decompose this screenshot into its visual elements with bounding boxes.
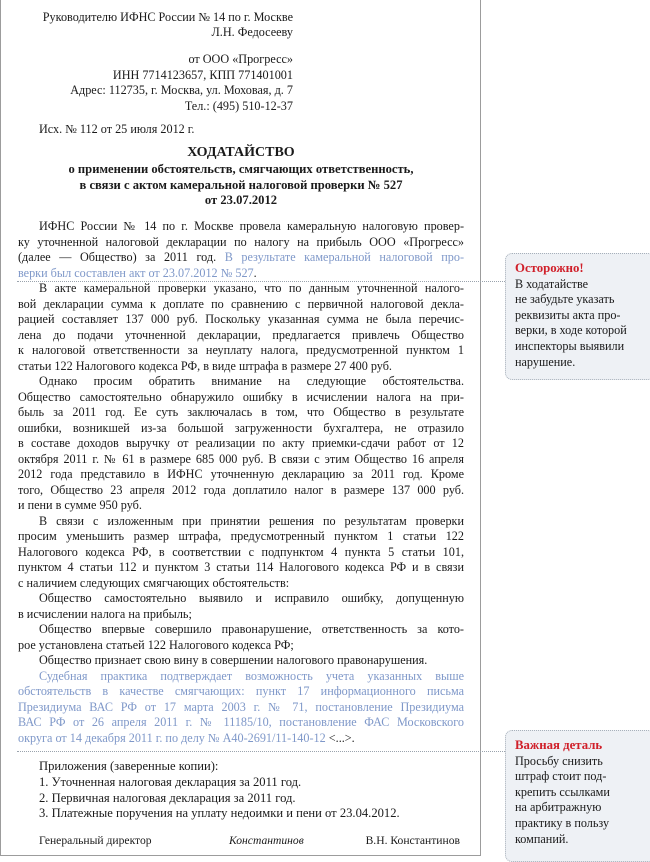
text-line [18,452,464,468]
text-segment: Общество самостоятельно обнаружило ошибку в исчислении налога на при- [18,389,464,404]
text-line [18,235,464,251]
callout-line: инспекторы выявили [515,338,625,353]
document-title [18,144,464,161]
highlighted-text: округа от 14 декабря 2011 г. по делу № А40-2691/11-140-12 [18,730,326,745]
text-segment: вой декларации сумма к доплате по сравнению с первичной налоговой декла- [18,296,464,311]
text-line [18,731,464,747]
signature-handwritten: Константинов [229,834,304,847]
highlighted-text: Судебная практика подтверждает возможность учета указанных выше [39,668,464,683]
text-line [18,638,464,654]
text-line [18,483,464,499]
text-segment: В связи с изложенным при принятии решения по результатам проверки [39,513,464,528]
text-line [18,467,464,483]
document-body [18,219,464,746]
callout-line: Просьбу снизить [515,753,603,768]
text-segment: лена до подачи уточненной декларации, предлагается привлечь Общество [18,327,464,342]
text-line [18,529,464,545]
text-line [18,219,464,235]
recipient-line: Л.Н. Федосееву [211,25,293,39]
text-segment: Общество признает свою вину в совершении налогового правонарушения. [39,653,428,667]
text-line [18,545,464,561]
text-segment: ку уточненной налоговой декларации по налогу на прибыль ООО «Прогресс» [18,234,464,249]
text-line [18,560,464,576]
callout-line: штраф стоит под- [515,769,607,784]
text-line [18,405,464,421]
text-segment: октября 2011 г. № 61 в размере 685 000 руб. В связи с этим Общество 16 апреля [18,451,464,466]
signature-name: В.Н. Константинов [365,834,460,847]
callout-line: практику в пользу [515,815,610,830]
text-line [18,700,464,716]
text-line [18,421,464,437]
text-line [18,343,464,359]
document-subtitle: от 23.07.2012 [204,193,278,207]
text-line [18,359,464,375]
text-segment: 2012 года представило в ИФНС уточненную декларацию за 2011 год. Кроме [18,467,464,481]
text-line [18,281,464,297]
text-line [18,390,464,406]
text-line [18,591,464,607]
title-heading: ХОДАТАЙСТВО [187,145,295,160]
text-segment: в составе доходов выручку от реализации по акту приемки-сдачи работ от 12 [18,436,464,450]
text-segment: и пени в сумме 950 руб. [18,498,142,512]
text-line [18,622,464,638]
document-subtitle: о применении обстоятельств, смягчающих ответственность, [68,162,414,176]
text-line [18,250,464,266]
text-line [18,312,464,328]
text-segment: ИФНС России № 14 по г. Москве провела камеральную налоговую провер- [39,219,464,233]
text-segment: быль за 2011 год. Ее суть заключалась в том, что Общество в результате [18,405,464,419]
callout-title: Осторожно! [515,261,584,275]
recipient-line: Руководителю ИФНС России № 14 по г. Москве [42,10,293,24]
appendix-item: 2. Первичная налоговая декларация за 2011 год. [39,790,296,805]
document-subtitle: в связи с актом камеральной налоговой проверки № 527 [79,177,403,192]
text-segment: Налогового кодекса РФ, в соответствии с подпунктом 4 пункта 5 статьи 101, [18,544,464,559]
appendix [39,759,400,822]
note-connector [17,751,505,752]
callout-line: реквизиты акта про- [515,307,621,322]
callout-warning [505,253,650,380]
appendix-item: 3. Платежные поручения на уплату недоимки и пени от 23.04.2012. [39,806,400,821]
text-segment: ошибки, возникшей из-за большой загруженности бухгалтера, не отразило [18,420,464,435]
text-line [18,328,464,344]
text-line [18,436,464,452]
text-line [18,498,464,514]
text-line [18,715,464,731]
text-segment: В акте камеральной проверки указано, что по данным уточненной налого- [39,281,464,295]
sender-line: Тел.: (495) 510-12-37 [184,99,293,113]
body-paragraph [18,653,464,669]
callout-line: компаний. [515,831,569,846]
callout-title: Важная деталь [515,738,603,752]
note-connector [17,281,505,282]
highlighted-text: ВАС РФ от 26 апреля 2011 г. № 11185/10, постановление ФАС Московского [18,715,464,729]
text-segment: рацией составляет 137 000 руб. Поскольку указанная сумма не была перечис- [18,312,464,326]
text-line [18,669,464,685]
text-line [18,653,464,669]
text-segment: пунктом 4 статьи 112 и пунктом 3 статьи 114 Налогового кодекса РФ и в связи [18,560,464,574]
callout-line: нарушение. [515,354,576,369]
outgoing-number: Исх. № 112 от 25 июля 2012 г. [39,122,195,136]
text-segment: Однако просим обратить внимание на следующие обстоятельства. [39,374,464,388]
highlighted-text: обстоятельств в качестве смягчающих: пункт 17 информационного письма [18,684,464,698]
sender-line: ИНН 7714123657, КПП 771401001 [112,67,293,82]
text-line [18,297,464,313]
callout-line: В ходатайстве [515,276,589,291]
text-segment: просим уменьшить размер штрафа, предусмотренный пунктом 1 статьи 122 [18,529,464,543]
body-paragraph [18,669,464,747]
highlighted-text: Президиума ВАС РФ от 17 марта 2003 г. № 71, постановление Президиума [18,699,464,714]
appendix-heading: Приложения (заверенные копии): [39,759,219,773]
text-segment: с наличием следующих смягчающих обстоятельств: [18,575,290,590]
body-paragraph [18,622,464,653]
text-segment: того, Общество 23 апреля 2012 года доплатило налог в размере 137 000 руб. [18,482,464,497]
text-segment: Общество впервые совершило правонарушение, ответственность за кото- [39,622,464,636]
text-segment: статьи 122 Налогового кодекса РФ, в виде штрафа в размере 27 400 руб. [18,358,392,373]
text-segment: рое установлена статьей 122 Налогового кодекса РФ; [18,637,294,652]
callout-line: крепить ссылками [515,784,610,799]
text-segment: (далее — Общество) за 2011 год. [18,250,225,264]
body-paragraph [18,281,464,374]
body-paragraph [18,374,464,514]
body-paragraph [18,219,464,281]
text-line [18,607,464,623]
highlighted-text: В результате камеральной налоговой про- [224,250,464,264]
callout-line: верки, в ходе которой [515,323,627,338]
sender-line: Адрес: 112735, г. Москва, ул. Моховая, д. 7 [70,83,293,97]
body-paragraph [18,514,464,592]
signature-position: Генеральный директор [39,834,152,847]
text-segment: Общество самостоятельно выявило и исправило ошибку, допущенную [39,591,464,605]
text-segment: . [253,265,257,280]
appendix-item: 1. Уточненная налоговая декларация за 2011 год. [39,774,302,789]
text-segment: к налоговой ответственности за неуплату налога, предусмотренной пунктом 1 [18,343,464,357]
text-line [18,374,464,390]
callout-important [505,730,650,862]
text-segment: в исчислении налога на прибыль; [18,606,192,621]
sender-line: от ООО «Прогресс» [188,52,293,66]
text-line [18,514,464,530]
callout-line: на арбитражную [515,800,602,815]
highlighted-text: верки был составлен акт от 23.07.2012 № 527 [18,265,254,280]
body-paragraph [18,591,464,622]
callout-line: не забудьте указать [515,292,615,307]
text-line [18,576,464,592]
text-line [18,684,464,700]
text-line [18,266,464,282]
text-segment: <...>. [325,730,355,745]
